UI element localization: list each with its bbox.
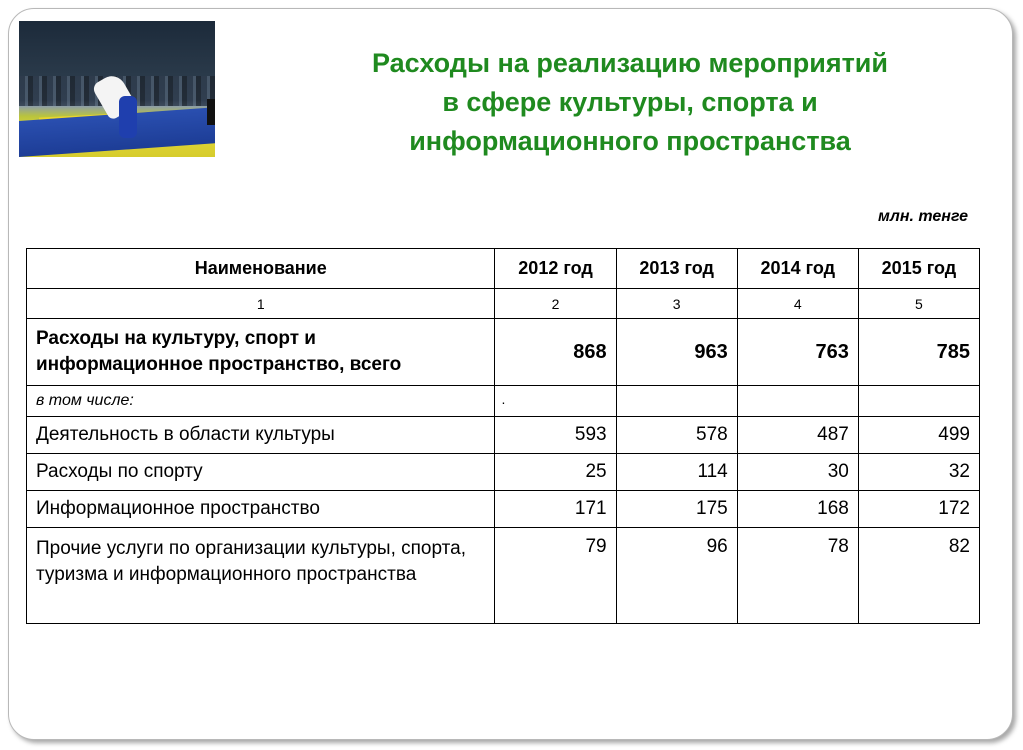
index-cell: 5 (858, 289, 979, 319)
index-cell: 2 (495, 289, 616, 319)
title-line-1: Расходы на реализацию мероприятий (372, 48, 888, 78)
title-line-3: информационного пространства (409, 126, 851, 156)
empty-cell (737, 386, 858, 417)
empty-cell (858, 386, 979, 417)
value-cell: 96 (616, 528, 737, 624)
value-cell: 578 (616, 417, 737, 454)
header-2013: 2013 год (616, 249, 737, 289)
photo-fighter-blue (119, 96, 137, 138)
table-row-total (27, 319, 980, 386)
row-name: Расходы по спорту (27, 454, 495, 491)
value-cell: 30 (737, 454, 858, 491)
value-cell: 175 (616, 491, 737, 528)
table-row (27, 417, 980, 454)
value-cell: 168 (737, 491, 858, 528)
header-2012: 2012 год (495, 249, 616, 289)
value-cell: 171 (495, 491, 616, 528)
value-cell: 79 (495, 528, 616, 624)
index-cell: 1 (27, 289, 495, 319)
table-row (27, 528, 980, 624)
header-name: Наименование (27, 249, 495, 289)
value-cell: 763 (737, 319, 858, 386)
table-row (27, 454, 980, 491)
row-name: Прочие услуги по организации культуры, спорта, туризма и информационного пространства (27, 528, 495, 624)
value-cell: 593 (495, 417, 616, 454)
cell-marker: . (501, 391, 506, 407)
value-cell: 963 (616, 319, 737, 386)
expenses-table (26, 248, 980, 624)
photo-referee (207, 99, 215, 125)
value-cell: 114 (616, 454, 737, 491)
row-name: Информационное пространство (27, 491, 495, 528)
cell-value: 868 (573, 340, 607, 363)
table-row (27, 491, 980, 528)
value-cell: 499 (858, 417, 979, 454)
empty-cell (616, 386, 737, 417)
index-cell: 4 (737, 289, 858, 319)
value-cell: 487 (737, 417, 858, 454)
header-2014: 2014 год (737, 249, 858, 289)
value-cell: 785 (858, 319, 979, 386)
value-cell: 25 (495, 454, 616, 491)
value-cell: 82 (858, 528, 979, 624)
judo-photo (19, 21, 215, 157)
table-index-row (27, 289, 980, 319)
subheader-label: в том числе: (27, 386, 495, 417)
empty-cell (495, 386, 616, 417)
slide-title (300, 44, 960, 161)
value-cell (495, 319, 616, 407)
row-name: Расходы на культуру, спорт и информационное пространство, всего (27, 319, 495, 386)
value-cell: 78 (737, 528, 858, 624)
value-cell: 32 (858, 454, 979, 491)
row-name: Деятельность в области культуры (27, 417, 495, 454)
title-line-2: в сфере культуры, спорта и (442, 87, 818, 117)
index-cell: 3 (616, 289, 737, 319)
unit-label: млн. тенге (878, 208, 968, 225)
value-cell: 172 (858, 491, 979, 528)
table-header-row (27, 249, 980, 289)
header-2015: 2015 год (858, 249, 979, 289)
